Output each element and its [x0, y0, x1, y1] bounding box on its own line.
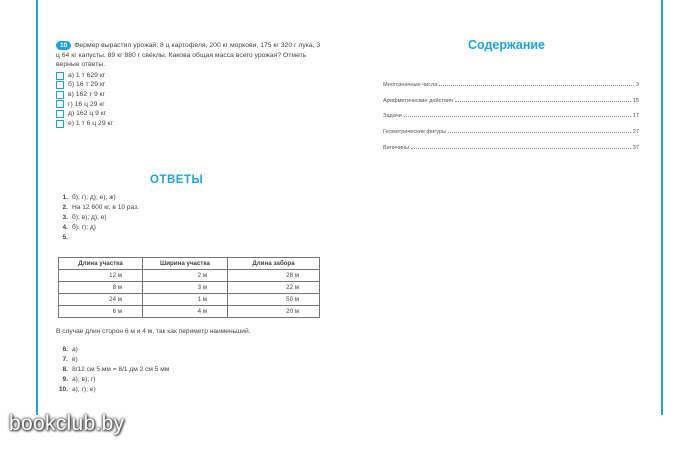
table-of-contents [383, 72, 639, 151]
watermark-logo: bookclub.by [9, 412, 125, 435]
answer-text: На 12 600 кг, в 10 раз. [72, 204, 140, 211]
page-margin-line-left [36, 0, 38, 415]
answer-item [56, 233, 139, 243]
task-option[interactable] [56, 119, 324, 129]
checkbox-icon[interactable] [56, 81, 64, 89]
task-question: Фермер вырастил урожай: 8 ц картофеля, 200 кг моркови, 175 кг 320 г лука, 3 ц 64 кг капусты, 89 кг 880 г свёклы. Какова общая масса всего урожая? Отметь верные ответы. [56, 42, 321, 69]
table-cell: 6 м [59, 306, 143, 318]
toc-leader-dots [448, 132, 631, 133]
answer-item [56, 193, 139, 203]
table-header-row [59, 258, 320, 270]
task-options [56, 71, 324, 129]
table-header-cell: Ширина участка [143, 258, 228, 270]
table-row [59, 270, 320, 282]
answer-item [56, 355, 169, 365]
fence-table [58, 257, 320, 318]
table-header-cell: Длина участка [59, 258, 143, 270]
toc-entry-label: Геометрические фигуры [383, 129, 447, 136]
toc-leader-dots [404, 116, 631, 117]
table-cell: 8 м [59, 282, 143, 294]
answer-number: 9. [62, 376, 68, 383]
toc-entry-page: 27 [632, 129, 639, 136]
answer-item [56, 213, 139, 223]
answer-number: 8. [62, 366, 68, 373]
answer-item [56, 375, 169, 385]
checkbox-icon[interactable] [56, 100, 64, 108]
toc-leader-dots [439, 85, 634, 86]
answer-number: 2. [62, 204, 68, 211]
answer-number: 3. [62, 214, 68, 221]
page-margin-line-right [661, 0, 663, 415]
answer-item [56, 385, 169, 395]
table-cell: 50 м [228, 294, 320, 306]
answer-number: 1. [62, 194, 68, 201]
table-cell: 2 м [143, 270, 228, 282]
checkbox-icon[interactable] [56, 72, 64, 80]
answer-text: 8/12 см 5 мм = 8/1 дм 2 см 5 мм [72, 366, 170, 373]
answer-item [56, 223, 139, 233]
task-block [56, 41, 324, 128]
toc-entry[interactable] [383, 88, 639, 104]
task-option[interactable] [56, 109, 324, 119]
toc-entry[interactable] [383, 135, 639, 151]
table-cell: 3 м [143, 282, 228, 294]
toc-entry[interactable] [383, 119, 639, 135]
answer-text: а); г); е) [72, 386, 96, 393]
table-cell: 1 м [143, 294, 228, 306]
answer-note: В случае длин сторон 6 м и 4 м, так как периметр наименьший. [56, 328, 251, 335]
task-option-label: а) 1 т 629 кг [68, 71, 106, 79]
answer-text: а); в); г) [72, 376, 96, 383]
answer-item [56, 365, 169, 375]
task-option-label: д) 162 ц 9 кг [68, 110, 107, 118]
toc-entry-label: Многозначные числа [383, 81, 438, 88]
toc-entry-label: Арифметические действия [383, 97, 454, 104]
task-option[interactable] [56, 80, 324, 90]
answers-title: ОТВЕТЫ [150, 174, 204, 186]
answer-text: б); г); д); е); ж) [72, 194, 116, 201]
answer-text: б); г); д) [72, 224, 96, 231]
table-header-cell: Длина забора [228, 258, 320, 270]
table-cell: 20 м [228, 306, 320, 318]
answer-item [56, 345, 169, 355]
toc-leader-dots [455, 101, 631, 102]
task-option-label: б) 16 т 29 кг [68, 81, 106, 89]
answer-text: в) [72, 356, 78, 363]
table-row [59, 306, 320, 318]
toc-leader-dots [411, 148, 631, 149]
task-option[interactable] [56, 71, 324, 81]
checkbox-icon[interactable] [56, 120, 64, 128]
table-cell: 24 м [59, 294, 143, 306]
toc-entry-page: 15 [632, 97, 639, 104]
task-text [56, 41, 324, 70]
checkbox-icon[interactable] [56, 91, 64, 99]
answer-number: 4. [62, 224, 68, 231]
toc-entry-page: 37 [632, 144, 639, 151]
toc-entry[interactable] [383, 104, 639, 120]
answer-number: 6. [62, 346, 68, 353]
answer-text: б); в); д); е) [72, 214, 107, 221]
toc-entry-page: 17 [632, 113, 639, 120]
table-cell: 22 м [228, 282, 320, 294]
toc-entry-page: 3 [635, 81, 639, 88]
table-cell: 4 м [143, 306, 228, 318]
answer-text: а) [72, 346, 78, 353]
table-row [59, 282, 320, 294]
answers-list-bottom [56, 345, 169, 395]
task-option-label: г) 16 ц 29 кг [68, 100, 105, 108]
answer-item [56, 203, 139, 213]
checkbox-icon[interactable] [56, 110, 64, 118]
table-cell: 12 м [59, 270, 143, 282]
toc-title: Содержание [468, 38, 546, 52]
task-option-label: е) 1 т 6 ц 29 кг [68, 119, 113, 127]
answer-number: 5. [62, 234, 68, 241]
toc-entry-label: Задачи [383, 113, 402, 120]
task-option[interactable] [56, 90, 324, 100]
toc-entry[interactable] [383, 72, 639, 88]
answers-list-top [56, 193, 139, 243]
task-number-badge: 10 [56, 41, 71, 50]
table-cell: 28 м [228, 270, 320, 282]
task-option-label: в) 162 т 9 кг [68, 90, 106, 98]
task-option[interactable] [56, 100, 324, 110]
answer-number: 10. [58, 386, 68, 393]
toc-entry-label: Величины [383, 144, 410, 151]
answer-number: 7. [62, 356, 68, 363]
table-row [59, 294, 320, 306]
